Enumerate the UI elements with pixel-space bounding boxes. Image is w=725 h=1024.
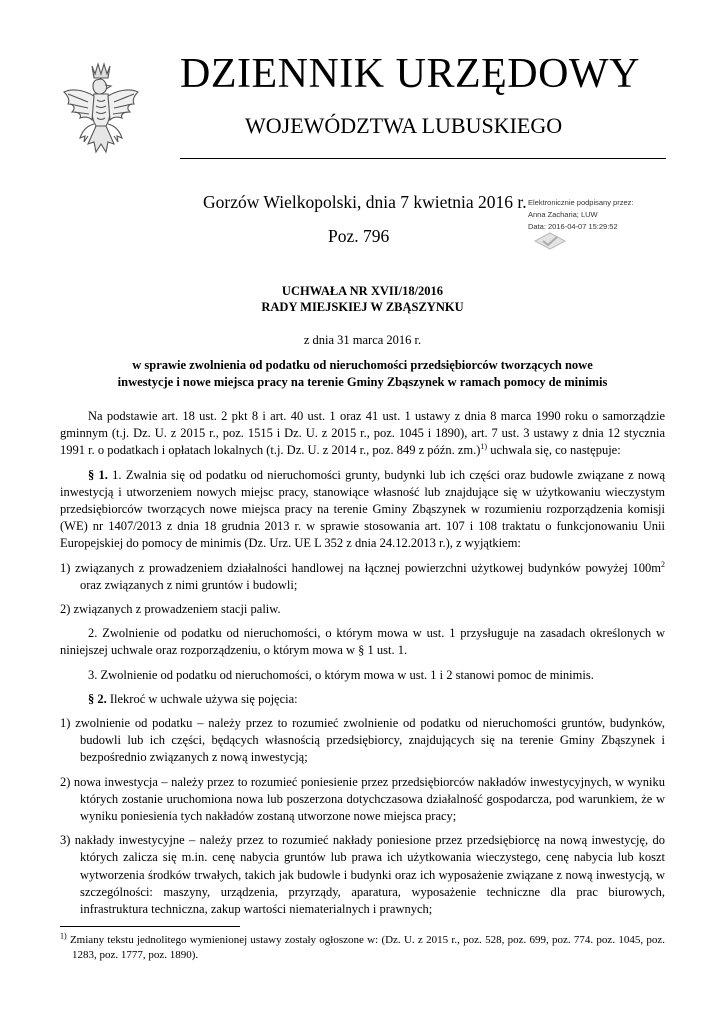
section-1 (60, 467, 665, 553)
list-item-text: 1) związanych z prowadzeniem działalności handlowej na łącznej powierzchni użytkowej budynków powyżej 100m (60, 560, 661, 575)
resolution-subject (60, 357, 665, 391)
polish-eagle-emblem-icon (58, 60, 144, 164)
signature-line-2: Anna Zacharia; LUW (528, 210, 598, 219)
list-item: 1) zwolnienie od podatku – należy przez to rozumieć zwolnienie od podatku od nieruchomości gruntów, budynków, budowli lub ich części, będących własnością przedsiębiorcy, znajdujących się na terenie Gminy Zbąszynek i bezpośrednio związanych z nową inwestycją; (60, 716, 665, 765)
header-divider (180, 158, 666, 159)
footnote-divider (60, 926, 240, 927)
list-item: 2) związanych z prowadzeniem stacji paliw. (60, 602, 281, 617)
resolution-title-line-2: RADY MIEJSKIEJ W ZBĄSZYNKU (261, 300, 464, 314)
position-number: Poz. 796 (328, 226, 390, 246)
section-1-paragraph-2: 2. Zwolnienie od podatku od nieruchomości, o którym mowa w ust. 1 przysługuje na zasadach określonych w niniejszej uchwale oraz rozporządzeniu, o którym mowa w § 1 ust. 1. (60, 626, 665, 658)
resolution-subject-line-1: w sprawie zwolnienia od podatku od nieruchomości przedsiębiorców tworzących nowe (132, 358, 593, 372)
section-2-label: § 2. (88, 691, 107, 706)
signature-check-icon (532, 230, 568, 252)
section-2 (60, 691, 665, 708)
section-1-label: § 1. (88, 467, 108, 482)
footnote-text: Zmiany tekstu jednolitego wymienionej ustawy zostały ogłoszone w: (Dz. U. z 2015 r., poz. 528, poz. 699, poz. 774. poz. 1045, poz. 1283, poz. 1777, poz. 1890). (66, 934, 665, 961)
section-1-paragraph-3: 3. Zwolnienie od podatku od nieruchomości, o którym mowa w ust. 1 i 2 stanowi pomoc de minimis. (88, 667, 594, 682)
preamble (60, 408, 665, 460)
list-item (60, 560, 665, 594)
place-date: Gorzów Wielkopolski, dnia 7 kwietnia 2016 r. (203, 192, 527, 212)
preamble-end: uchwala się, co następuje: (487, 443, 621, 458)
list-item: 2) nowa inwestycja – należy przez to rozumieć poniesienie przez przedsiębiorców nakładów inwestycyjnych, w wyniku których zostanie uruchomiona nowa lub poszerzona dotychczasowa działalność gospodarcza, pod warunkiem, że w wyniku poniesienia tych nakładów zostaną utworzone nowe miejsca pracy; (60, 774, 665, 824)
resolution-body (60, 408, 665, 925)
section-1-text: 1. Zwalnia się od podatku od nieruchomości grunty, budynki lub ich części oraz budowle związane z nową inwestycją i utworzeniem nowych miejsc pracy, stanowiące własność lub znajdujące się w użytkowaniu wieczystym przedsiębiorców tworzących nowe miejsca pracy na terenie Gminy Zbąszynek w rozumieniu rozporządzenia komisji (WE) nr 1407/2013 z dnia 18 grudnia 2013 r. w sprawie stosowania art. 107 i 108 traktatu o funkcjonowaniu Unii Europejskiej do pomocy de minimis (Dz. Urz. UE L 352 z dnia 24.12.2013 r.), z wyjątkiem: (60, 467, 665, 551)
resolution-subject-line-2: inwestycje i nowe miejsca pracy na terenie Gminy Zbąszynek w ramach pomocy de minimis (117, 375, 608, 389)
resolution-title-line-1: UCHWAŁA NR XVII/18/2016 (281, 284, 444, 298)
signature-line-3: Data: 2016-04-07 15:29:52 (528, 222, 618, 231)
signature-line-1: Elektronicznie podpisany przez: (528, 198, 634, 207)
footnote (60, 933, 665, 963)
journal-title: DZIENNIK URZĘDOWY (180, 51, 640, 97)
preamble-text: Na podstawie art. 18 ust. 2 pkt 8 i art. 40 ust. 1 oraz 41 ust. 1 ustawy z dnia 8 marca 1990 roku o samorządzie gminnym (t.j. Dz. U. z 2015 r., poz. 1515 i Dz. U. z 2015 r., poz. 1045 i 1890), art. 7 ust. 3 ustawy z dnia 12 stycznia 1991 r. o podatkach i opłatach lokalnych (t.j. Dz. U. z 2014 r., poz. 849 z późn. zm.) (60, 409, 665, 458)
list-item-text-end: oraz związanych z nimi gruntów i budowli; (80, 577, 298, 592)
resolution-date: z dnia 31 marca 2016 r. (303, 333, 422, 347)
journal-subtitle: WOJEWÓDZTWA LUBUSKIEGO (245, 113, 563, 138)
footnote-marker: 1) (60, 931, 67, 941)
list-item: 3) nakłady inwestycyjne – należy przez to rozumieć nakłady poniesione przez przedsiębiorcę na nową inwestycję, do których zalicza się m.in. cenę nabycia gruntów lub prawa ich użytkowania wieczystego, cenę nabycia lub koszt wytworzenia środków trwałych, takich jak budowle i budynki oraz ich wyposażenie związane z nową inwestycją, w szczególności: maszyny, urządzenia, przyrządy, aparatura, wyposażenie techniczne dla prac biurowych, infrastruktura techniczna, zakup wartości niematerialnych i prawnych; (60, 833, 665, 917)
resolution-title (60, 283, 665, 315)
footnote-ref: 1) (480, 442, 488, 452)
superscript: 2 (661, 559, 665, 569)
section-2-text: Ilekroć w uchwale używa się pojęcia: (106, 691, 298, 706)
